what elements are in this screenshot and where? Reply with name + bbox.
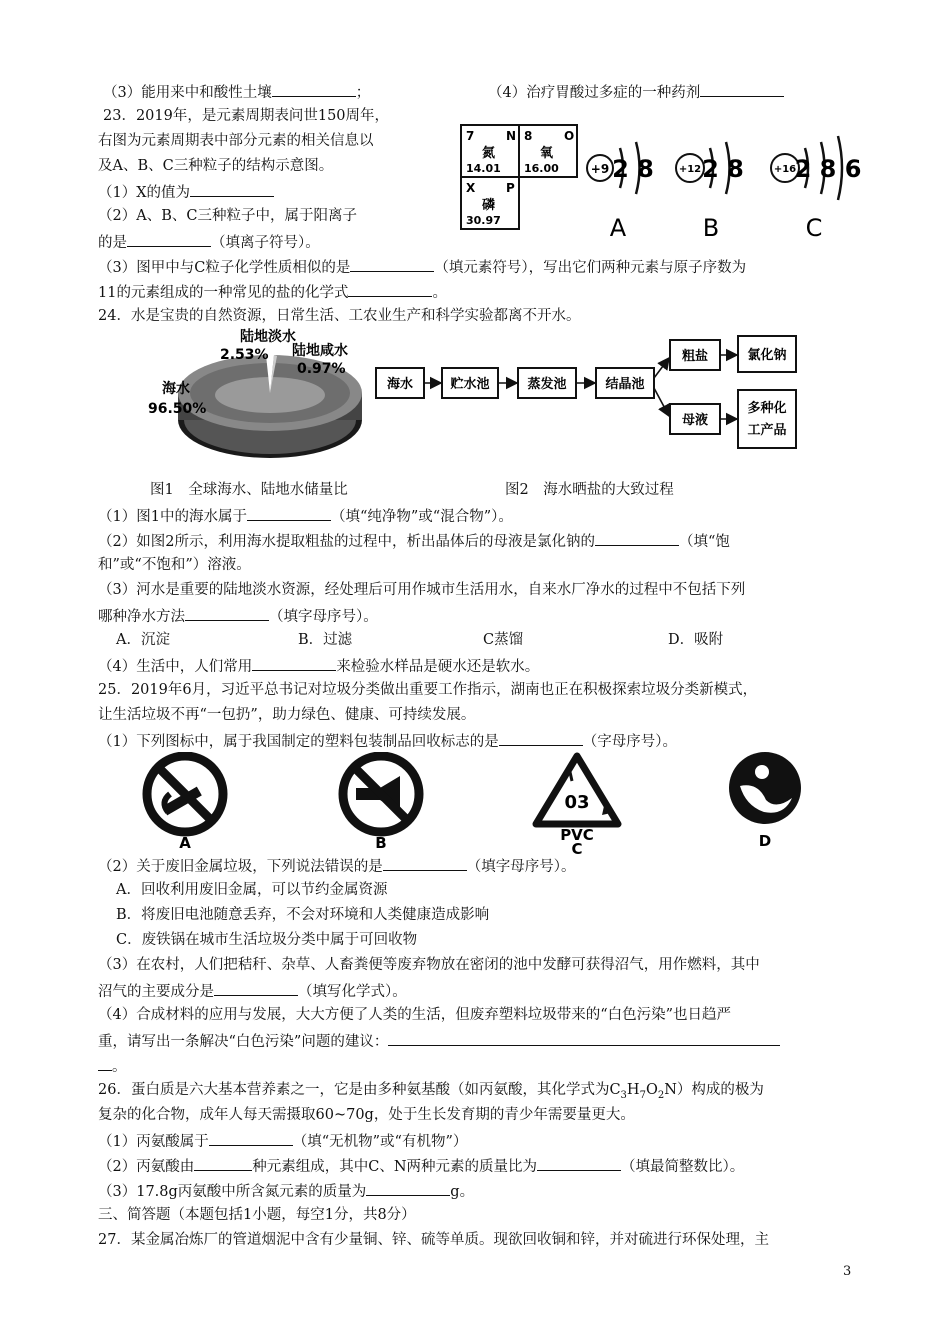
svg-text:96.50%: 96.50% xyxy=(148,401,207,417)
svg-text:蒸发池: 蒸发池 xyxy=(527,377,567,392)
svg-text:陆地淡水: 陆地淡水 xyxy=(240,329,296,345)
q23-part1: （1）X的值为 xyxy=(98,182,274,202)
q26-stem-line1: 26．蛋白质是六大基本营养素之一，它是由多种氨基酸（如丙氨酸，其化学式为$C_3H_7O_2N$）构成的极为 xyxy=(98,1082,764,1101)
svg-text:+16: +16 xyxy=(773,164,797,175)
q25-option-a: A．回收利用废旧金属，可以节约金属资源 xyxy=(116,882,388,898)
svg-text:+12: +12 xyxy=(678,164,702,175)
svg-text:海水: 海水 xyxy=(162,381,190,397)
q24-part1: （1）图1中的海水属于 （填“纯净物”或“混合物”）。 xyxy=(98,506,513,526)
q23-stem-line2: 右图为元素周期表中部分元素的相关信息以 xyxy=(98,133,374,149)
svg-text:氯化钠: 氯化钠 xyxy=(747,348,787,363)
svg-text:2.53%: 2.53% xyxy=(220,347,269,363)
q25-part2: （2）关于废旧金属垃圾，下列说法错误的是 （填字母序号）。 xyxy=(98,856,575,876)
svg-text:工产品: 工产品 xyxy=(747,423,787,438)
water-drop-icon xyxy=(718,750,813,850)
q23-stem-line1: 23．2019年，是元素周期表问世150周年， xyxy=(103,108,390,124)
section3-heading: 三、简答题（本题包括1小题，每空1分，共8分） xyxy=(98,1207,416,1223)
q27-stem: 27．某金属冶炼厂的管道烟泥中含有少量铜、锌、硫等单质。现欲回收铜和锌，并对硫进行环保处理，主 xyxy=(98,1232,769,1248)
particle-b-diagram xyxy=(676,142,744,242)
q24-stem: 24．水是宝贵的自然资源，日常生活、工农业生产和科学实验都离不开水。 xyxy=(98,308,581,324)
q25-part1: （1）下列图标中，属于我国制定的塑料包装制品回收标志的是 （字母序号）。 xyxy=(98,731,677,751)
page-number: 3 xyxy=(843,1264,852,1279)
q24-part4: （4）生活中，人们常用 来检验水样品是硬水还是软水。 xyxy=(98,656,539,676)
q24-part3b: 哪种净水方法 （填字母序号）。 xyxy=(98,606,378,626)
svg-text:N: N xyxy=(506,129,517,143)
q22-part3: （3）能用来中和酸性土壤 ； xyxy=(103,82,370,102)
q25-part3b: 沼气的主要成分是 （填写化学式）。 xyxy=(98,981,407,1001)
q25-option-c: C．废铁锅在城市生活垃圾分类中属于可回收物 xyxy=(116,932,418,948)
particle-structure-diagrams xyxy=(580,124,870,244)
svg-text:多种化: 多种化 xyxy=(747,401,787,416)
q24-part3a: （3）河水是重要的陆地淡水资源，经处理后可用作城市生活用水，自来水厂净水的过程中不包括下列 xyxy=(98,582,746,598)
q25-option-b: B．将废旧电池随意丢弃，不会对环境和人类健康造成影响 xyxy=(116,907,490,923)
q25-part4c: 。 xyxy=(98,1056,127,1076)
svg-text:A: A xyxy=(609,214,627,242)
q24-option-d: D．吸附 xyxy=(668,632,724,648)
salt-flow-diagram xyxy=(372,328,802,458)
q24-part2a: （2）如图2所示，利用海水提取粗盐的过程中，析出晶体后的母液是氯化钠的 （填“饱 xyxy=(98,531,730,551)
figure2-caption: 图2 海水晒盐的大致过程 xyxy=(505,482,674,498)
svg-text:P: P xyxy=(506,181,515,195)
q23-part3b: 11的元素组成的一种常见的盐的化学式 。 xyxy=(98,282,447,302)
svg-text:14.01: 14.01 xyxy=(466,162,501,175)
particle-c-diagram xyxy=(771,136,861,242)
svg-text:B: B xyxy=(375,834,387,852)
svg-text:陆地咸水: 陆地咸水 xyxy=(292,343,348,359)
q24-option-a: A．沉淀 xyxy=(116,632,170,648)
q24-part2b: 和”或“不饱和”）溶液。 xyxy=(98,557,251,573)
svg-text:C: C xyxy=(571,840,583,856)
svg-text:氮: 氮 xyxy=(482,146,496,161)
q23-part2b: 的是 （填离子符号）。 xyxy=(98,232,320,252)
no-horn-icon xyxy=(334,752,429,852)
element-cell-o xyxy=(524,129,574,175)
figure1-caption: 图1 全球海水、陆地水储量比 xyxy=(150,482,348,498)
svg-text:0.97%: 0.97% xyxy=(297,361,346,377)
q26-stem-line2: 复杂的化合物，成年人每天需摄取60~70g，处于生长发育期的青少年需要量更大。 xyxy=(98,1107,635,1123)
q23-part3a: （3）图甲中与C粒子化学性质相似的是 （填元素符号），写出它们两种元素与原子序数为 xyxy=(98,257,746,277)
periodic-table-figure xyxy=(460,124,580,232)
svg-text:D: D xyxy=(758,832,772,850)
svg-text:16.00: 16.00 xyxy=(524,162,559,175)
svg-text:C: C xyxy=(805,214,823,242)
q23-stem-line3: 及A、B、C三种粒子的结构示意图。 xyxy=(98,158,334,174)
svg-text:磷: 磷 xyxy=(482,198,496,213)
svg-text:A: A xyxy=(179,834,191,852)
particle-a-diagram xyxy=(587,142,654,242)
svg-text:B: B xyxy=(702,214,720,242)
element-cell-n xyxy=(466,129,516,175)
pvc-recycle-icon xyxy=(526,748,628,856)
svg-text:海水: 海水 xyxy=(386,377,414,392)
svg-text:母液: 母液 xyxy=(681,413,709,428)
q25-part4b: 重，请写出一条解决“白色污染”问题的建议： xyxy=(98,1031,780,1051)
q25-part4a: （4）合成材料的应用与发展，大大方便了人类的生活，但废弃塑料垃圾带来的“白色污染”也日趋严 xyxy=(98,1007,732,1023)
water-pie-chart xyxy=(140,325,380,465)
svg-text:03: 03 xyxy=(564,792,590,813)
svg-text:PVC: PVC xyxy=(560,826,594,844)
element-cell-p xyxy=(466,181,515,227)
q24-option-c: C蒸馏 xyxy=(483,632,524,648)
svg-text:X: X xyxy=(466,181,476,195)
svg-text:贮水池: 贮水池 xyxy=(450,377,490,392)
svg-text:+9: +9 xyxy=(590,162,610,176)
svg-text:7: 7 xyxy=(466,129,475,143)
q26-part3: （3）17.8g丙氨酸中所含氮元素的质量为 g。 xyxy=(98,1181,474,1201)
q24-option-b: B．过滤 xyxy=(298,632,353,648)
svg-text:30.97: 30.97 xyxy=(466,214,501,227)
svg-text:8: 8 xyxy=(524,129,533,143)
q25-stem-line2: 让生活垃圾不再“一包扔”，助力绿色、健康、可持续发展。 xyxy=(98,707,476,723)
q23-part2a: （2）A、B、C三种粒子中，属于阳离子 xyxy=(98,208,357,224)
svg-text:O: O xyxy=(564,129,575,143)
svg-text:2 8: 2 8 xyxy=(702,155,744,183)
svg-text:2 8 6: 2 8 6 xyxy=(794,155,862,183)
q25-part3a: （3）在农村，人们把秸秆、杂草、人畜粪便等废弃物放在密闭的池中发酵可获得沼气，用作燃料，其中 xyxy=(98,957,760,973)
q22-part4: （4）治疗胃酸过多症的一种药剂 xyxy=(488,82,784,102)
svg-text:结晶池: 结晶池 xyxy=(605,377,645,392)
no-smoking-icon xyxy=(138,752,233,852)
svg-text:粗盐: 粗盐 xyxy=(681,349,709,364)
svg-text:氧: 氧 xyxy=(540,146,554,161)
q26-part1: （1）丙氨酸属于 （填“无机物”或“有机物”） xyxy=(98,1131,467,1151)
svg-text:2 8: 2 8 xyxy=(612,155,654,183)
q26-part2: （2）丙氨酸由 种元素组成，其中C、N两种元素的质量比为 （填最简整数比）。 xyxy=(98,1156,744,1176)
q25-stem-line1: 25．2019年6月，习近平总书记对垃圾分类做出重要工作指示，湖南也正在积极探索垃圾分类新模式， xyxy=(98,682,758,698)
